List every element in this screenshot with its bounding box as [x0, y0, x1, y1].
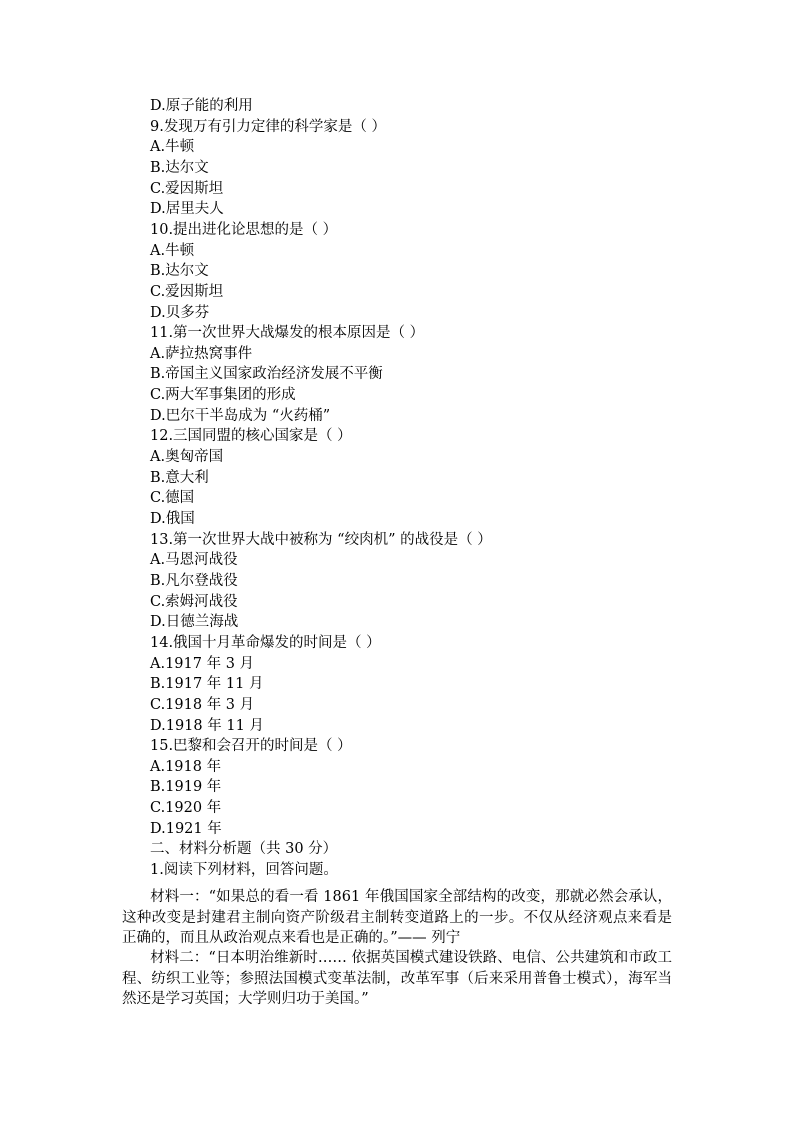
- text-line: B.达尔文: [150, 263, 209, 280]
- text-line: 14.俄国十月革命爆发的时间是（ ）: [150, 634, 381, 651]
- text-line: B.凡尔登战役: [150, 572, 238, 589]
- material-one-text: 材料一：“如果总的看一看 1861 年俄国国家全部结构的改变，那就必然会承认，这种改变是封建君主制向资产阶级君主制转变道路上的一步。不仅从经济观点来看是正确的，而且从政治观点来看也是正确的。”—— 列宁: [122, 889, 672, 947]
- text-line: A.萨拉热窝事件: [150, 345, 253, 362]
- text-line: 二、材料分析题（共 30 分）: [150, 841, 338, 858]
- text-line: C.爱因斯坦: [150, 180, 224, 197]
- text-line: C.德国: [150, 490, 195, 507]
- text-line: C.爱因斯坦: [150, 283, 224, 300]
- text-line: 15.巴黎和会召开的时间是（ ）: [150, 738, 352, 755]
- text-line: A.1917 年 3 月: [150, 655, 255, 672]
- text-line: B.达尔文: [150, 159, 209, 176]
- text-line: D.俄国: [150, 511, 195, 527]
- text-line: C.1918 年 3 月: [150, 696, 255, 713]
- text-line: A.马恩河战役: [150, 552, 238, 569]
- text-line: D.贝多芬: [150, 304, 210, 321]
- text-line: 1.阅读下列材料，回答问题。: [150, 862, 338, 879]
- text-line: D.1918 年 11 月: [150, 717, 264, 734]
- text-line: C.1920 年: [150, 800, 222, 817]
- text-line: D.日德兰海战: [150, 614, 239, 631]
- text-line: 13.第一次世界大战中被称为 “绞肉机” 的战役是（ ）: [150, 531, 492, 548]
- text-line: D.居里夫人: [150, 201, 224, 218]
- text-line: D.原子能的利用: [150, 98, 253, 114]
- text-line: A.1918 年: [150, 758, 222, 775]
- text-line: B.1917 年 11 月: [150, 676, 264, 693]
- text-line: 11.第一次世界大战爆发的根本原因是（ ）: [150, 325, 425, 342]
- text-line: B.意大利: [150, 469, 209, 486]
- text-line: C.两大军事集团的形成: [150, 387, 296, 404]
- text-line: A.牛顿: [150, 242, 195, 259]
- text-line: B.帝国主义国家政治经济发展不平衡: [150, 366, 383, 383]
- material-one-paragraph: [122, 887, 672, 949]
- material-two-text: 材料二：“日本明治维新时…… 依据英国模式建设铁路、电信、公共建筑和市政工程、纺织工业等；参照法国模式变革法制，改革军事（后来采用普鲁士模式），海军当然还是学习英国；大学则归功于美国。”: [122, 950, 672, 1008]
- text-line: 10.提出进化论思想的是（ ）: [150, 221, 338, 238]
- text-line: 9.发现万有引力定律的科学家是（ ）: [150, 118, 386, 135]
- material-two-paragraph: [122, 948, 672, 1010]
- text-line: D.巴尔干半岛成为 “火药桶”: [150, 407, 331, 424]
- text-line: A.奥匈帝国: [150, 449, 224, 466]
- text-line: D.1921 年: [150, 820, 222, 837]
- text-line: C.索姆河战役: [150, 593, 238, 610]
- text-line: A.牛顿: [150, 139, 195, 156]
- text-line: B.1919 年: [150, 779, 222, 796]
- text-line: 12.三国同盟的核心国家是（ ）: [150, 428, 352, 445]
